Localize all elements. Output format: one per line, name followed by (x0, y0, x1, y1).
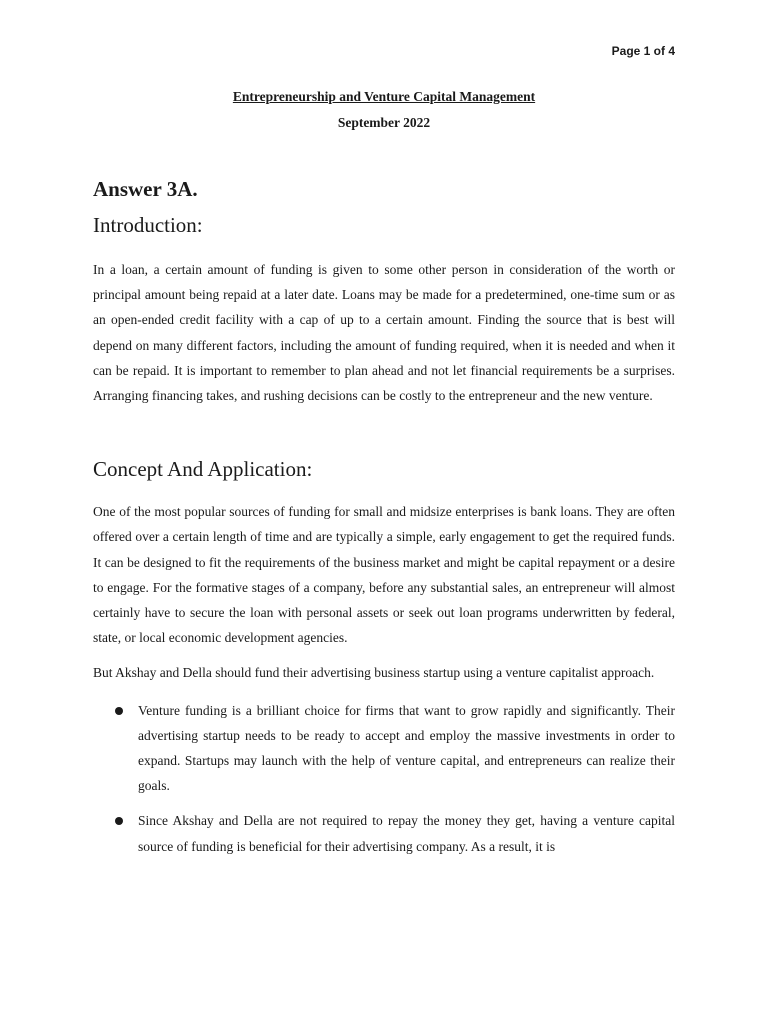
bullet-item (93, 698, 675, 799)
introduction-paragraph: In a loan, a certain amount of funding is given to some other person in consideration of the worth or principal amount being repaid at a later date. Loans may be made for a predetermined, one-time sum or as an open-ended credit facility with a cap of up to a certain amount. Finding the source that is best will depend on many different factors, including the amount of funding required, when it is needed and when it can be repaid. It is important to remember to plan ahead and not let financial requirements be a surprises. Arranging financing takes, and rushing decisions can be costly to the entrepreneur and the new venture. (93, 262, 675, 404)
bullet-list (93, 698, 675, 859)
concept-heading: Concept And Application: (93, 457, 313, 482)
introduction-heading: Introduction: (93, 213, 203, 237)
bullet-text: Venture funding is a brilliant choice for firms that want to grow rapidly and significantly. Their advertising startup needs to be ready to accept and employ the massive investments in order to expand. Startups may launch with the help of venture capital, and entrepreneurs can realize their goals. (138, 702, 675, 794)
bullet-item (93, 808, 675, 858)
venture-approach-paragraph: But Akshay and Della should fund their advertising business startup using a venture capitalist approach. (93, 665, 655, 681)
bullet-dot-icon (115, 707, 123, 715)
concept-paragraph: One of the most popular sources of funding for small and midsize enterprises is bank loans. They are often offered over a certain length of time and are typically a simple, early engagement to get the required funds. It can be designed to fit the requirements of the business market and might be capital repayment or a desire to engage. For the formative stages of a company, before any substantial sales, an entrepreneur will almost certainly have to secure the loan with personal assets or seek out loan programs underwritten by federal, state, or local economic development agencies. (93, 504, 675, 646)
bullet-dot-icon (115, 817, 123, 825)
page-number: Page 1 of 4 (611, 44, 675, 58)
document-body (93, 174, 675, 869)
answer-heading: Answer 3A. (93, 177, 198, 201)
document-title: Entrepreneurship and Venture Capital Management (232, 89, 536, 104)
document-date: September 2022 (337, 115, 431, 130)
bullet-text: Since Akshay and Della are not required to repay the money they get, having a venture capital source of funding is beneficial for their advertising company. As a result, it is (138, 813, 675, 854)
